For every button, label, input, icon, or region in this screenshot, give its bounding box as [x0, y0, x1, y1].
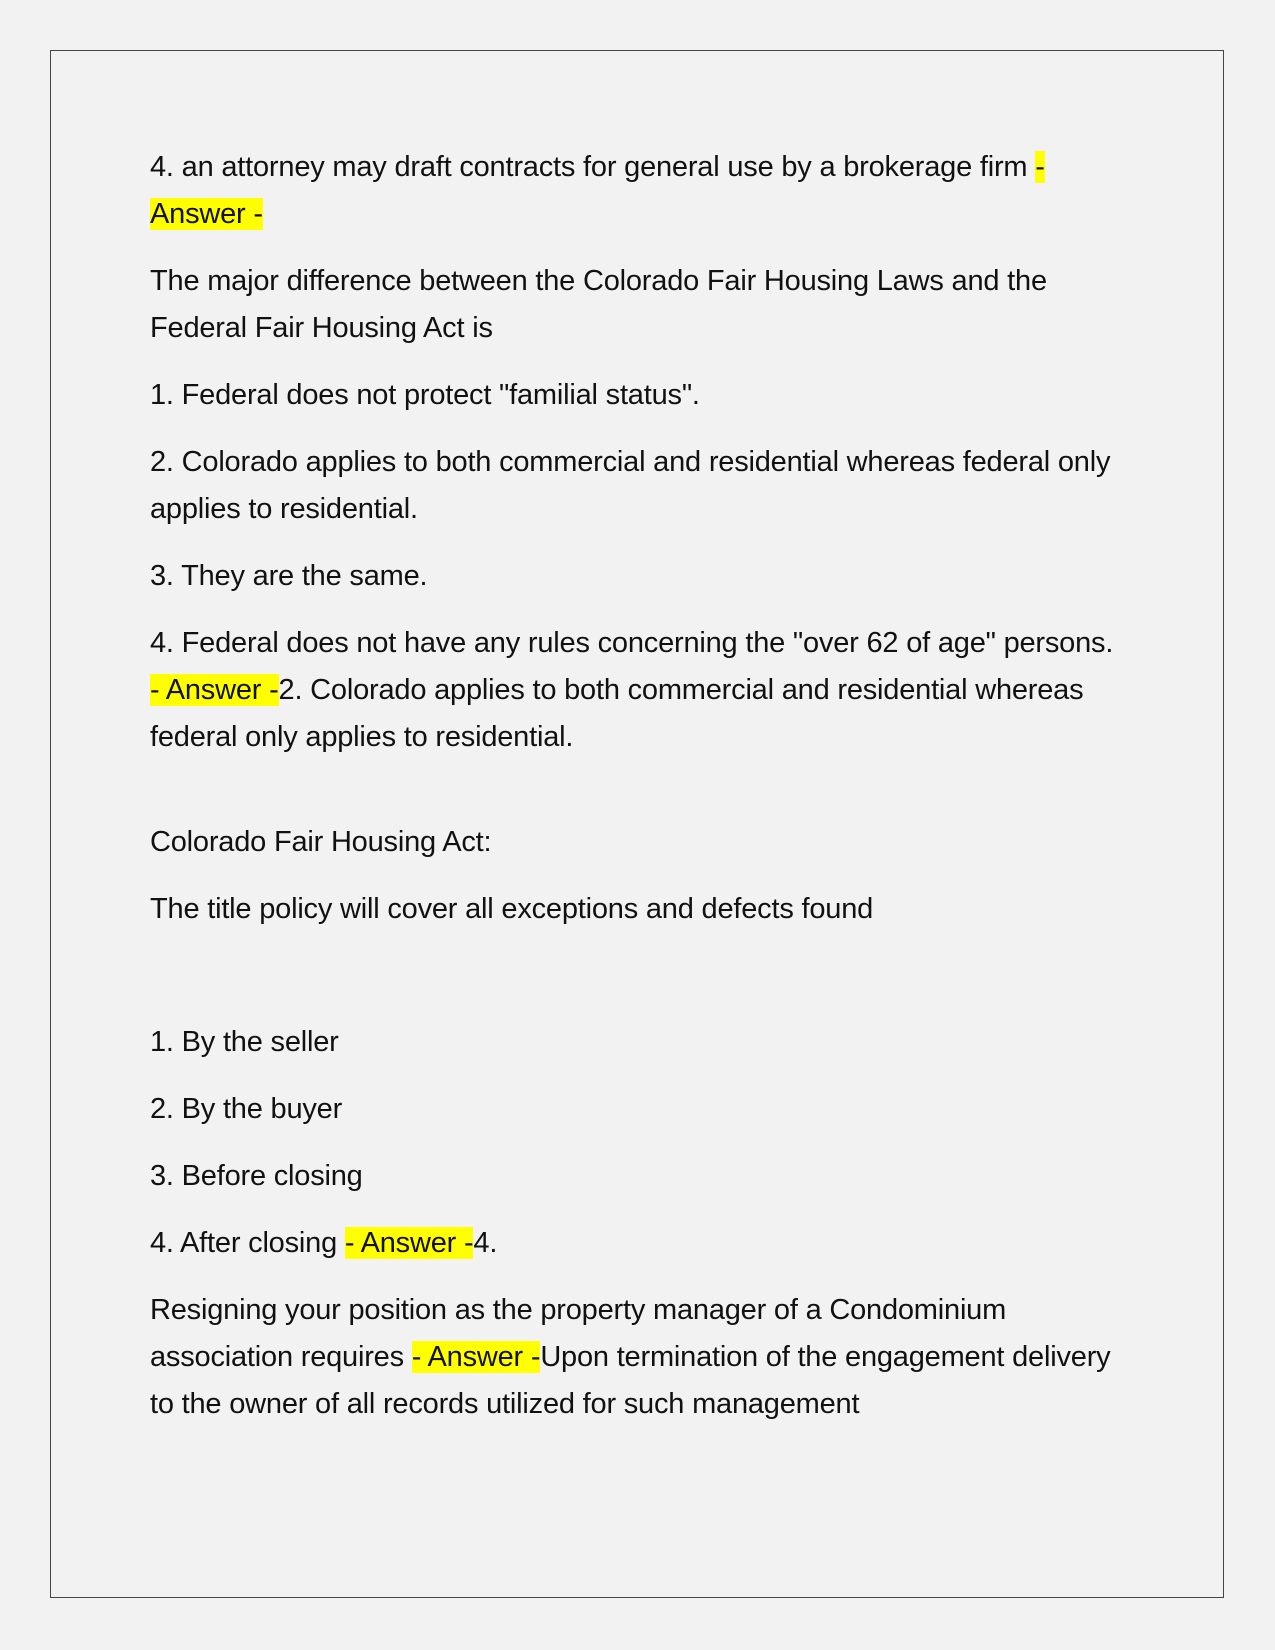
- q2-option-4: [150, 620, 1130, 761]
- answer-marker: - Answer -: [344, 1227, 474, 1259]
- q3-option-3: 3. Before closing: [150, 1160, 363, 1192]
- q2-option-1: 1. Federal does not protect "familial status".: [150, 379, 700, 411]
- q3-option-4: [150, 1220, 1130, 1267]
- q3-option-4-text: 4. After closing: [150, 1227, 338, 1259]
- q2-option-4-text: 4. Federal does not have any rules concerning the "over 62 of age" persons.: [150, 627, 1114, 659]
- q2-option-2: 2. Colorado applies to both commercial and residential whereas federal only applies to residential.: [150, 446, 1111, 525]
- answer-marker: - Answer -: [150, 151, 1045, 230]
- q3-question: The title policy will cover all exceptions and defects found: [150, 893, 874, 925]
- q4-question-text: Resigning your position as the property manager of a Condominium association requires: [150, 1294, 1007, 1373]
- q2-option-3: 3. They are the same.: [150, 560, 428, 592]
- section-heading: Colorado Fair Housing Act:: [150, 826, 492, 858]
- q3-answer: 4.: [473, 1227, 498, 1259]
- q2-question: The major difference between the Colorado Fair Housing Laws and the Federal Fair Housing Act is: [150, 265, 1047, 344]
- answer-marker: - Answer -: [411, 1341, 541, 1373]
- q1-option-4-text: 4. an attorney may draft contracts for general use by a brokerage firm: [150, 151, 1028, 183]
- q4-question: [150, 1287, 1130, 1428]
- document-body: [150, 144, 1130, 1448]
- q4-answer: Upon termination of the engagement delivery to the owner of all records utilized for such management: [150, 1341, 1111, 1420]
- q2-answer: 2. Colorado applies to both commercial and residential whereas federal only applies to residential.: [150, 674, 1084, 753]
- q3-option-2: 2. By the buyer: [150, 1093, 343, 1125]
- answer-marker: - Answer -: [150, 674, 279, 706]
- q1-option-4: [150, 144, 1130, 238]
- q3-option-1: 1. By the seller: [150, 1026, 339, 1058]
